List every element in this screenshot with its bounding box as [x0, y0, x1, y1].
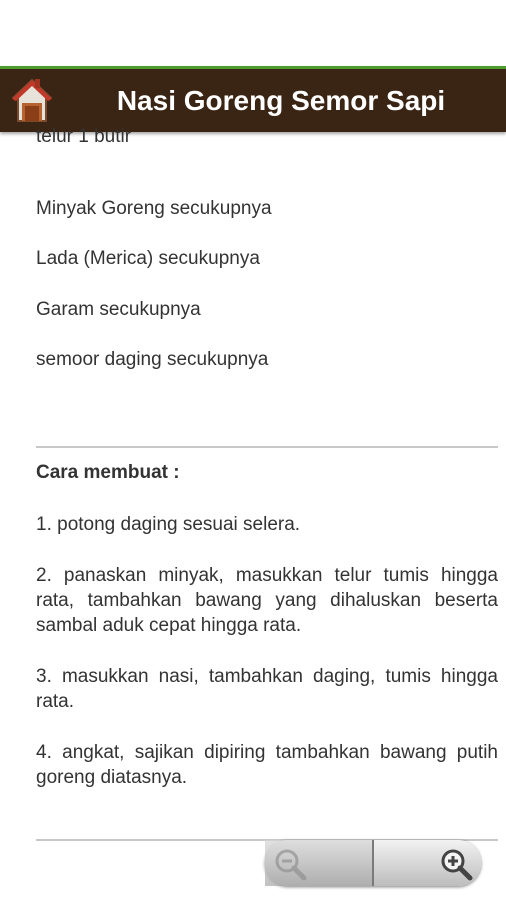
ingredient-item: semoor daging secukupnya: [36, 349, 269, 370]
zoom-in-icon: [439, 847, 473, 881]
step-item: 2. panaskan minyak, masukkan telur tumis hingga rata, tambahkan bawang yang dihaluskan beserta sambal aduk cepat hingga rata.: [36, 565, 498, 636]
step-item: 4. angkat, sajikan dipiring tambahkan bawang putih goreng diatasnya.: [36, 742, 498, 788]
steps-heading: Cara membuat :: [36, 462, 180, 483]
page-title: Nasi Goreng Semor Sapi: [116, 85, 446, 116]
zoom-in-button[interactable]: [373, 840, 481, 886]
ingredient-item-partial: telur 1 butir: [36, 126, 132, 147]
home-icon: [10, 77, 54, 123]
ingredient-item: Minyak Goreng secukupnya: [36, 198, 272, 219]
zoom-out-icon: [273, 847, 307, 881]
section-divider: [36, 446, 498, 448]
status-bar-area: [0, 0, 506, 66]
zoom-out-button[interactable]: [265, 840, 373, 886]
step-item: 1. potong daging sesuai selera.: [36, 514, 301, 535]
step-item: 3. masukkan nasi, tambahkan daging, tumis hingga rata.: [36, 666, 498, 712]
ingredient-item: Garam secukupnya: [36, 299, 201, 320]
app-header: [0, 66, 506, 132]
recipe-content[interactable]: [36, 126, 498, 900]
zoom-controls: [265, 840, 481, 886]
ingredient-item: Lada (Merica) secukupnya: [36, 248, 260, 269]
home-button[interactable]: [10, 77, 54, 123]
